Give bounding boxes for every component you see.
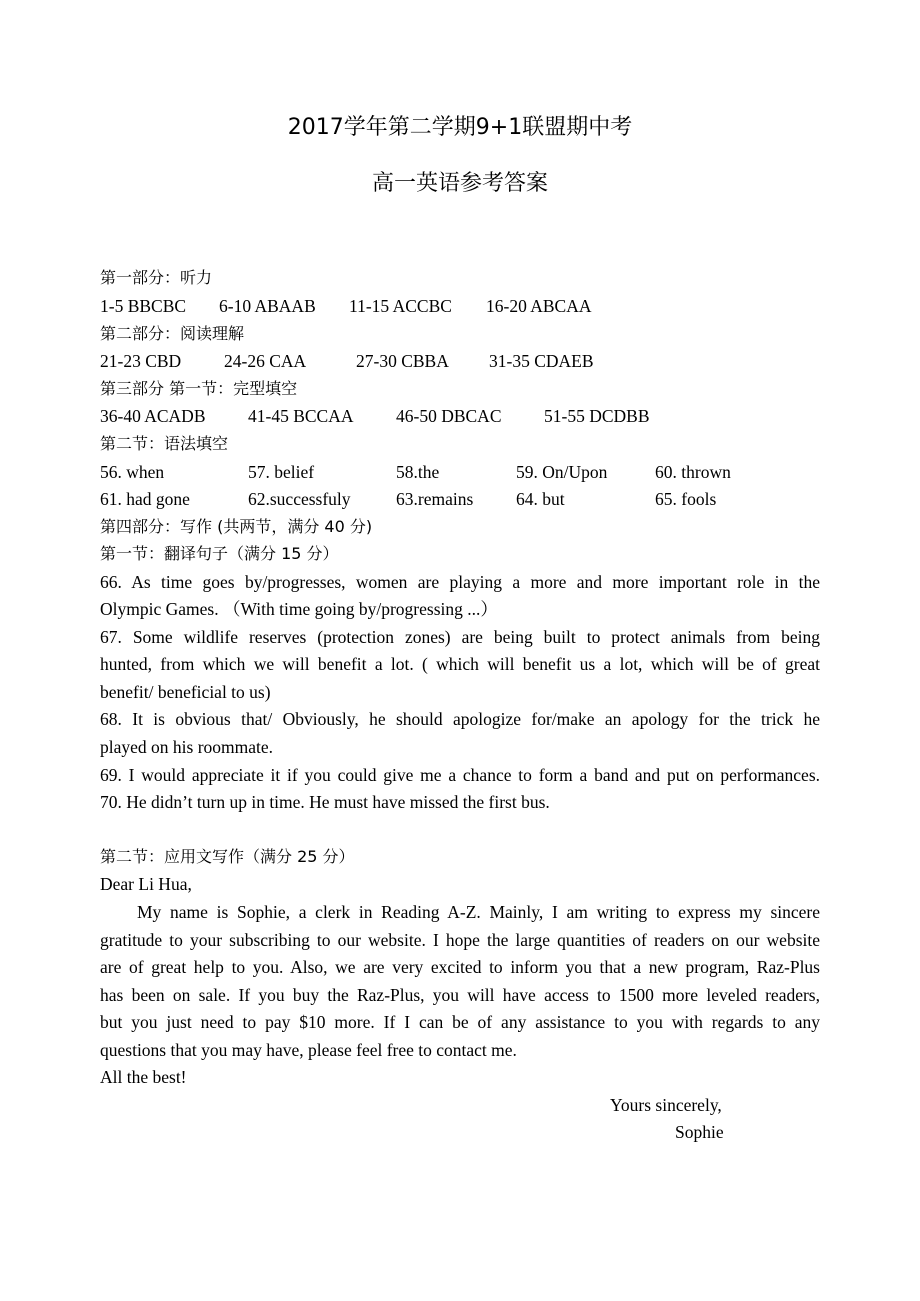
letter-greeting: Dear Li Hua, [100, 874, 192, 894]
grammar-answer: 56. when [100, 462, 165, 482]
answer-group: 46-50 DBCAC [396, 406, 502, 426]
document-subtitle: 高一英语参考答案 [371, 171, 548, 196]
grammar-row-2 [100, 488, 820, 510]
answer-group: 1-5 BBCBC [100, 296, 187, 316]
part4-section1-heading: 第一节：翻译句子（满分 15 分） [100, 544, 339, 563]
letter-line: are of great help to you. Also, we are very excited to inform you that a new program, Raz-Plus [100, 957, 820, 977]
letter-line: questions that you may have, please feel free to contact me. [100, 1040, 517, 1060]
translation-line: played on his roommate. [100, 737, 274, 757]
answer-group: 27-30 CBBA [356, 351, 449, 371]
letter-line: but you just need to pay $10 more. If I can be of any assistance to you with regards to any [100, 1012, 820, 1032]
answer-group: 21-23 CBD [100, 351, 182, 371]
grammar-answer: 58.the [396, 462, 440, 482]
answer-group: 31-35 CDAEB [489, 351, 594, 371]
part4-heading: 第四部分：写作 (共两节，满分 40 分) [100, 517, 373, 536]
grammar-answer: 57. belief [248, 462, 315, 482]
translation-line: 66. As time goes by/progresses, women are playing a more and more important role in the [100, 572, 820, 592]
document-title: 2017学年第二学期9+1联盟期中考 [287, 115, 633, 140]
grammar-answer: 59. On/Upon [516, 462, 608, 482]
part3-answers [100, 405, 820, 427]
answer-group: 6-10 ABAAB [219, 296, 316, 316]
grammar-row-1 [100, 461, 820, 483]
part4-section2-heading: 第二节：应用文写作（满分 25 分） [100, 847, 355, 866]
letter-signature: Sophie [675, 1122, 724, 1142]
letter-line: has been on sale. If you buy the Raz-Plus, you will have access to 1500 more leveled readers, [100, 985, 820, 1005]
answer-group: 36-40 ACADB [100, 406, 206, 426]
grammar-answer: 60. thrown [655, 462, 731, 482]
letter-signoff: Yours sincerely, [610, 1095, 722, 1115]
translation-line: 69. I would appreciate it if you could give me a chance to form a band and put on performances. [100, 765, 820, 785]
letter-line: gratitude to your subscribing to our website. I hope the large quantities of readers on our website [100, 930, 820, 950]
translation-line: 67. Some wildlife reserves (protection zones) are being built to protect animals from being [100, 627, 820, 647]
grammar-answer: 61. had gone [100, 489, 190, 509]
answer-group: 11-15 ACCBC [349, 296, 452, 316]
answer-group: 24-26 CAA [224, 351, 307, 371]
part1-answers [100, 295, 820, 317]
part3-section2-heading: 第二节：语法填空 [100, 434, 229, 453]
grammar-answer: 63.remains [396, 489, 474, 509]
letter-closing: All the best! [100, 1067, 187, 1087]
answer-group: 16-20 ABCAA [486, 296, 592, 316]
grammar-answer: 62.successfuly [248, 489, 351, 509]
part2-answers [100, 350, 820, 372]
part1-heading: 第一部分：听力 [100, 268, 213, 287]
answer-group: 51-55 DCDBB [544, 406, 650, 426]
letter-line: My name is Sophie, a clerk in Reading A-Z. Mainly, I am writing to express my sincere [137, 902, 820, 922]
translation-line: 70. He didn’t turn up in time. He must have missed the first bus. [100, 792, 550, 812]
grammar-answer: 64. but [516, 489, 565, 509]
translation-line: 68. It is obvious that/ Obviously, he should apologize for/make an apology for the trick he [100, 709, 820, 729]
part3-heading: 第三部分 第一节：完型填空 [100, 379, 298, 398]
grammar-answer: 65. fools [655, 489, 717, 509]
answer-group: 41-45 BCCAA [248, 406, 354, 426]
translation-line: Olympic Games. （With time going by/progressing ...） [100, 599, 498, 619]
part2-heading: 第二部分：阅读理解 [100, 324, 245, 343]
translation-line: benefit/ beneficial to us) [100, 682, 271, 702]
translation-line: hunted, from which we will benefit a lot. ( which will benefit us a lot, which will be of great [100, 654, 820, 674]
